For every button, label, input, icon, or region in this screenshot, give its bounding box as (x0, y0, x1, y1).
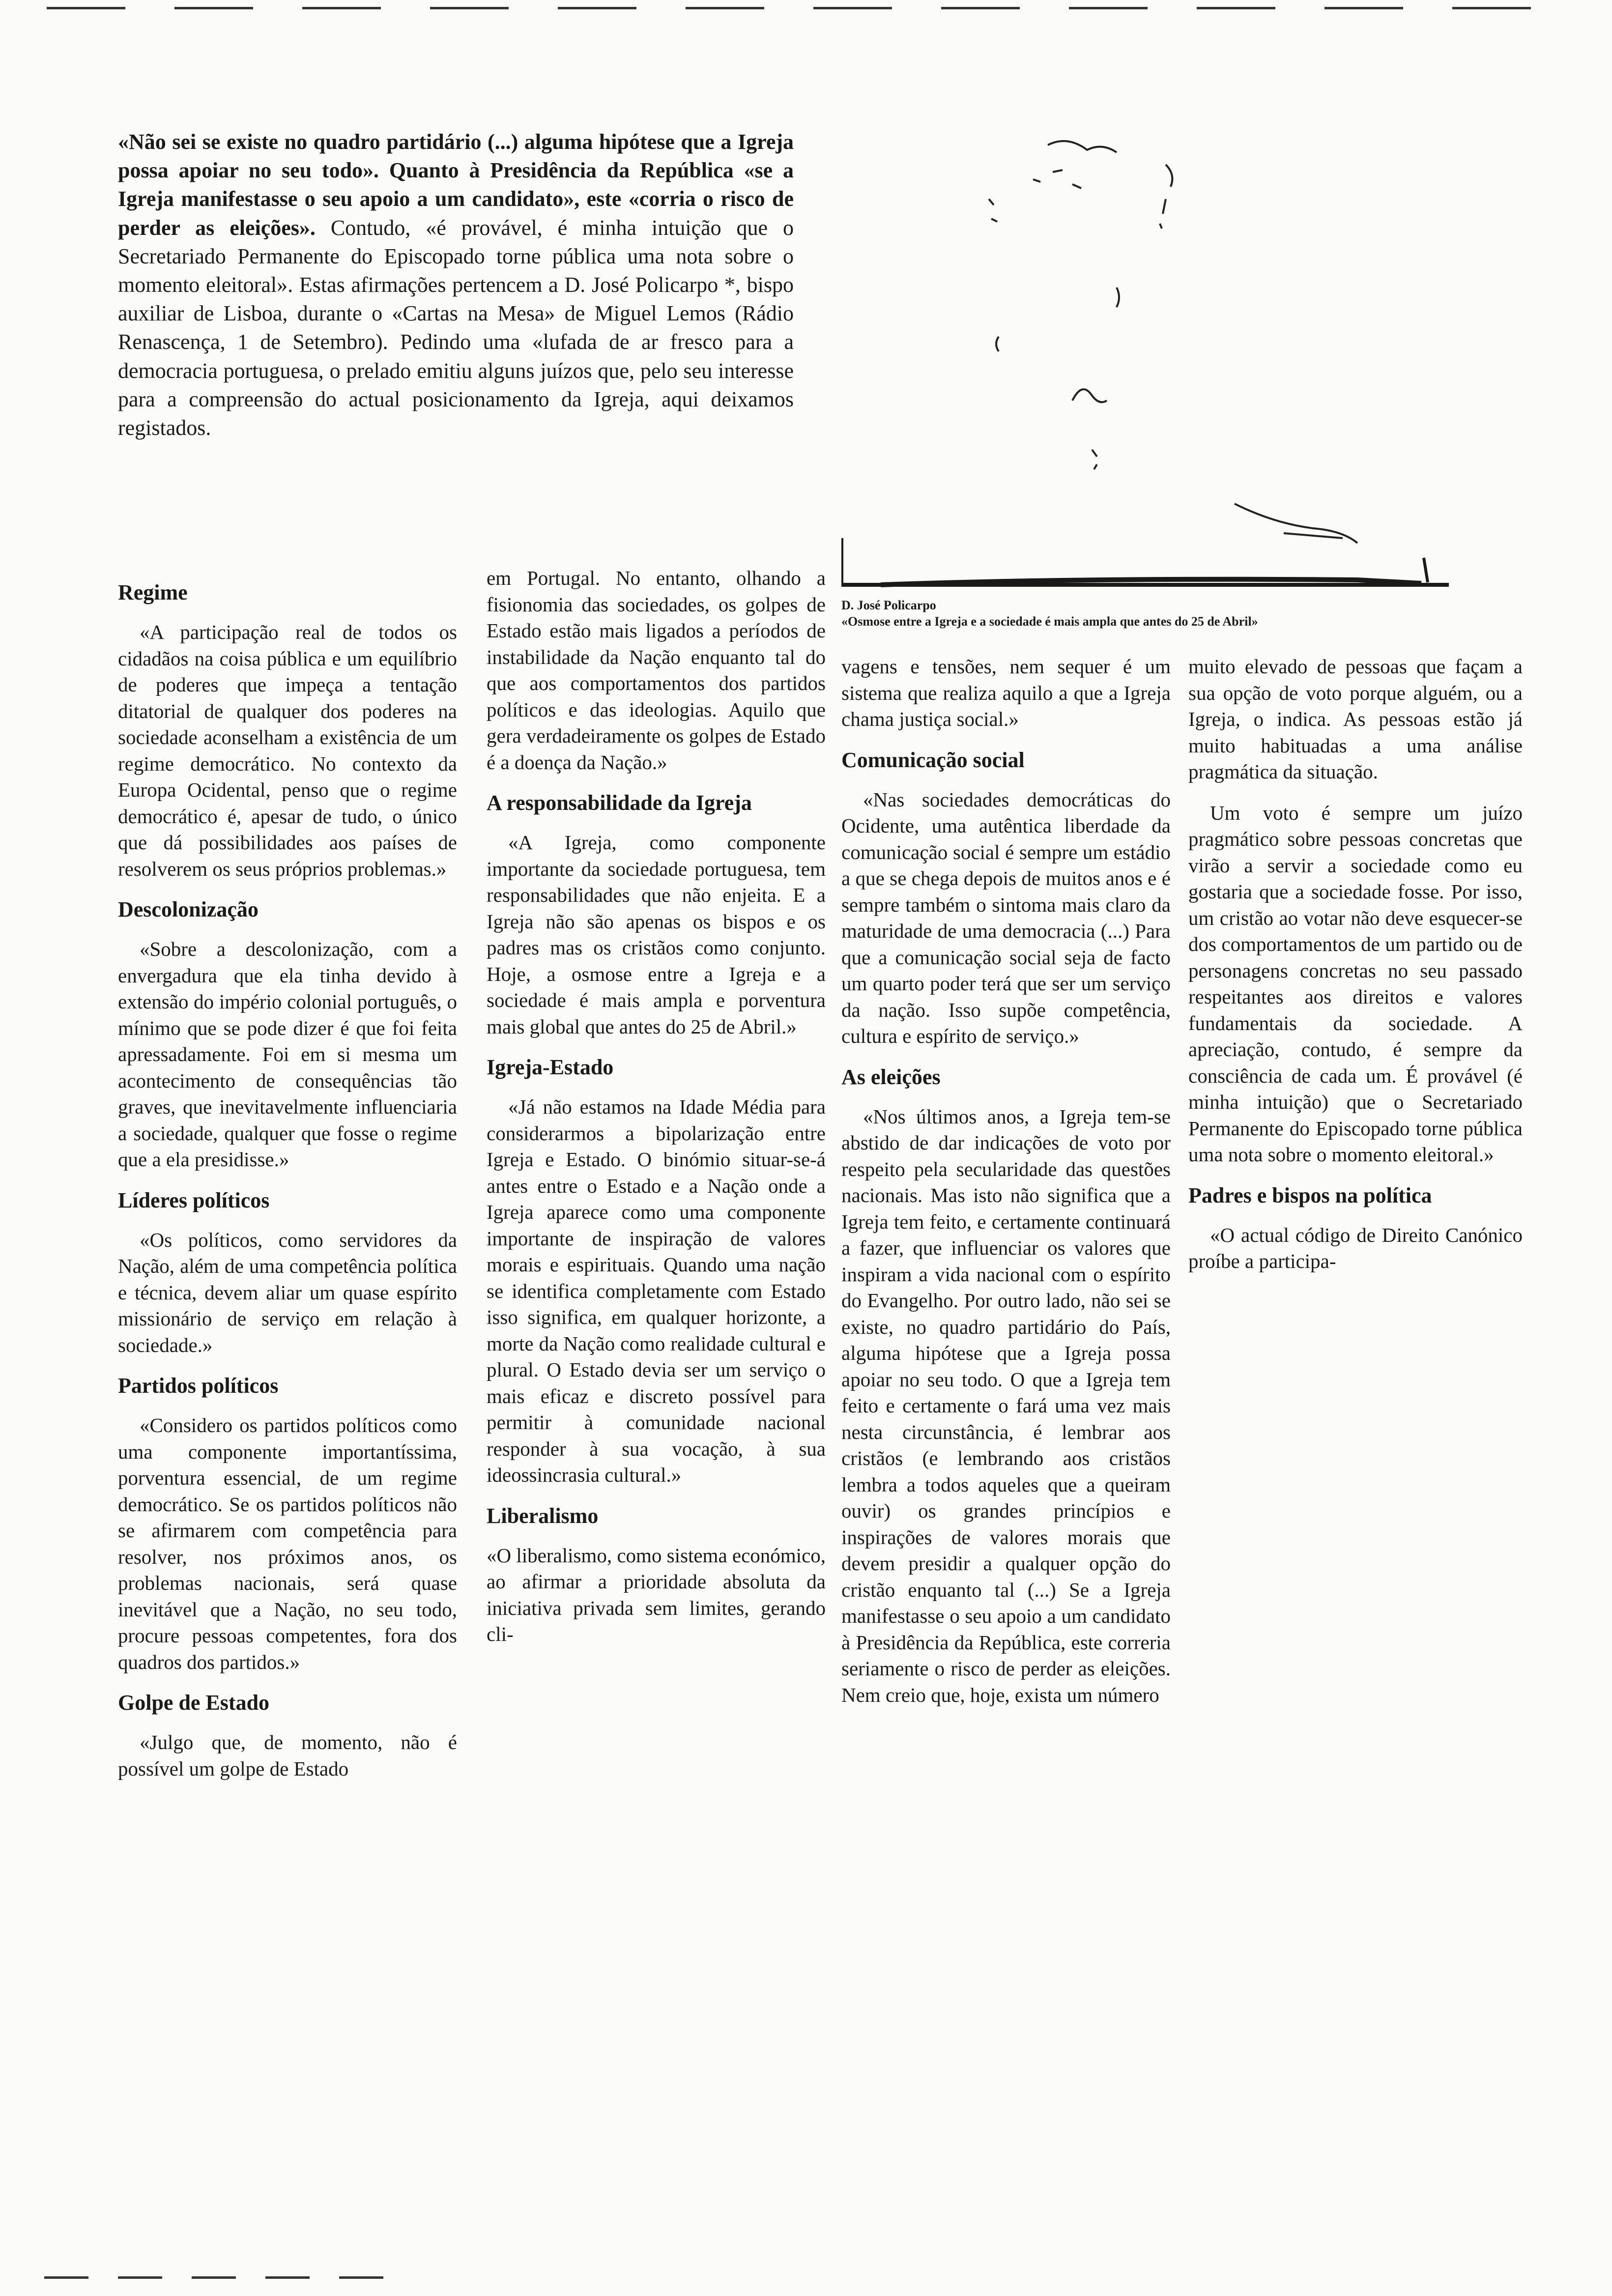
paragraph-padres-bispos: «O actual código de Direito Canónico proíbe a participa- (1188, 1223, 1523, 1272)
heading-liberalismo: Liberalismo (487, 1503, 599, 1528)
paragraph-descolonizacao: «Sobre a descolonização, com a envergadura que ela tinha devido à extensão do império colonial português, o mínimo que se pode dizer é que foi feita apressadamente. Foi em si mesma um acontecimento de consequências tão graves, que inevitavelmente influenciaria a sociedade, qualquer que fosse o regime que a ela presidisse.» (118, 938, 457, 1171)
heading-padres-bispos: Padres e bispos na política (1188, 1183, 1432, 1207)
heading-partidos: Partidos políticos (118, 1374, 279, 1398)
heading-comunicacao: Comunicação social (841, 747, 1025, 772)
paragraph-responsabilidade: «A Igreja, como componente importante da sociedade portuguesa, tem responsabilidades que não enjeita. E a Igreja não são apenas os bispos e os padres mas os cristãos como conjunto. Hoje, a osmose entre a Igreja e a sociedade é mais ampla e porventura mais global que antes do 25 de Abril.» (487, 831, 826, 1038)
column-3 (841, 654, 1171, 1723)
heading-eleicoes: As eleições (841, 1064, 941, 1089)
paragraph-golpe: «Julgo que, de momento, não é possível um golpe de Estado (118, 1731, 457, 1780)
heading-golpe: Golpe de Estado (118, 1691, 270, 1715)
paragraph-regime: «A participação real de todos os cidadãos na coisa pública e um equilíbrio de poderes que impeça a tentação ditatorial de qualquer dos poderes na sociedade aconselham a existência de um regime democrático. No contexto da Europa Ocidental, penso que o regime democrático é, apesar de tudo, o único que dá possibilidades aos países de resolverem os seus próprios problemas.» (118, 621, 457, 880)
column-1 (118, 565, 457, 1797)
lead-bold-quote: «Não sei se existe no quadro partidário (...) alguma hipótese que a Igreja possa apoiar no seu todo». Quanto à Presidência da República «se a Igreja manifestasse o seu apoio a um candidato», este «corria o risco de perder as eleições». (118, 130, 794, 240)
photo-caption (841, 597, 1505, 630)
portrait-photo (841, 125, 1449, 592)
caption-name: D. José Policarpo (841, 598, 936, 612)
portrait-photo-icon (841, 125, 1449, 592)
bottom-rule (44, 2276, 388, 2279)
heading-descolonizacao: Descolonização (118, 897, 259, 921)
heading-regime: Regime (118, 580, 188, 604)
paragraph-voto: Um voto é sempre um juízo pragmático sobre pessoas concretas que virão a servir a sociedade como eu gostaria que a sociedade fosse. Por isso, um cristão ao votar não deve esquecer-se dos comportamentos de um partido ou de personagens concretas no seu passado respeitantes aos direitos e valores fundamentais da sociedade. A apreciação, contudo, é sempre da consciência de cada um. É provável (é minha intuição) que o Secretariado Permanente do Episcopado torne pública uma nota sobre o momento eleitoral.» (1188, 801, 1523, 1166)
heading-igreja-estado: Igreja-Estado (487, 1055, 614, 1079)
paragraph-eleicoes-continued: muito elevado de pessoas que façam a sua opção de voto porque alguém, ou a Igreja, o indica. As pessoas estão já muito habituadas a uma análise pragmática da situação. (1188, 655, 1523, 783)
heading-responsabilidade: A responsabilidade da Igreja (487, 791, 752, 815)
caption-quote: «Osmose entre a Igreja e a sociedade é mais ampla que antes do 25 de Abril» (841, 614, 1258, 629)
heading-lideres: Líderes políticos (118, 1188, 270, 1212)
top-rule (47, 7, 1565, 9)
paragraph-golpe-continued: em Portugal. No entanto, olhando a fisionomia das sociedades, os golpes de Estado estão mais ligados a períodos de instabilidade da Nação enquanto tal do que aos comportamentos dos partidos políticos e das ideologias. Aquilo que gera verdadeiramente os golpes de Estado é a doença da Nação.» (487, 567, 826, 774)
paragraph-partidos: «Considero os partidos políticos como uma componente importantíssima, porventura essencial, de um regime democrático. Se os partidos políticos não se afirmarem com competência para resolver, nos próximos anos, os problemas nacionais, será quase inevitável que a Nação, no seu todo, procure pessoas competentes, fora dos quadros dos partidos.» (118, 1414, 457, 1673)
paragraph-liberalismo: «O liberalismo, como sistema económico, ao afirmar a prioridade absoluta da iniciativa privada sem limites, gerando cli- (487, 1544, 826, 1645)
paragraph-comunicacao: «Nas sociedades democráticas do Ocidente, uma autêntica liberdade da comunicação social é sempre um estádio a que se chega depois de muitos anos e é sempre também o sintoma mais claro da maturidade de uma democracia (...) Para que a comunicação social seja de facto um quarto poder terá que ser um serviço da nação. Isso supõe competência, cultura e espírito de serviço.» (841, 788, 1171, 1047)
paragraph-igreja-estado: «Já não estamos na Idade Média para considerarmos a bipolarização entre Igreja e Estado. O binómio situar-se-á antes entre o Estado e a Nação onde a Igreja aparece como uma componente importante de inspiração de valores morais e espirituais. Quando uma nação se identifica completamente com Estado isso significa, em qualquer horizonte, a morte da Nação como realidade cultural e plural. O Estado devia ser um serviço o mais eficaz e discreto possível para permitir à comunidade nacional responder à sua vocação, à sua ideossincrasia cultural.» (487, 1095, 826, 1486)
lead-paragraph (118, 128, 794, 442)
lead-text: Contudo, «é provável, é minha intuição que o Secretariado Permanente do Episcopado torne pública uma nota sobre o momento eleitoral». Estas afirmações pertencem a D. José Policarpo *, bispo auxiliar de Lisboa, durante o «Cartas na Mesa» de Miguel Lemos (Rádio Renascença, 1 de Setembro). Pedindo uma «lufada de ar fresco para a democracia portuguesa, o prelado emitiu alguns juízos que, pelo seu interesse para a compreensão do actual posicionamento da Igreja, aqui deixamos registados. (118, 215, 794, 440)
paragraph-lideres: «Os políticos, como servidores da Nação, além de uma competência política e técnica, devem aliar um quase espírito missionário de serviço em relação à sociedade.» (118, 1228, 457, 1356)
column-4 (1188, 654, 1523, 1290)
paragraph-eleicoes: «Nos últimos anos, a Igreja tem-se abstido de dar indicações de voto por respeito pela secularidade das questões nacionais. Mas isto não significa que a Igreja tem feito, e certamente continuará a fazer, que influenciar os valores que inspiram a vida nacional com o espírito do Evangelho. Por outro lado, não sei se existe, no quadro partidário do País, alguma hipótese que a Igreja possa apoiar no seu todo. O que a Igreja tem feito e certamente o fará uma vez mais nesta circunstância, é lembrar aos cristãos (e lembrando aos cristãos lembra a todos aqueles que a queiram ouvir) os grandes princípios e inspirações de valores morais que devem presidir a qualquer opção do cristão enquanto tal (...) Se a Igreja manifestasse o seu apoio a um candidato à Presidência da República, este correria seriamente o risco de perder as eleições. Nem creio que, hoje, exista um número (841, 1105, 1171, 1706)
column-2 (487, 565, 826, 1663)
paragraph-liberalismo-continued: vagens e tensões, nem sequer é um sistema que realiza aquilo a que a Igreja chama justiça social.» (841, 655, 1171, 730)
